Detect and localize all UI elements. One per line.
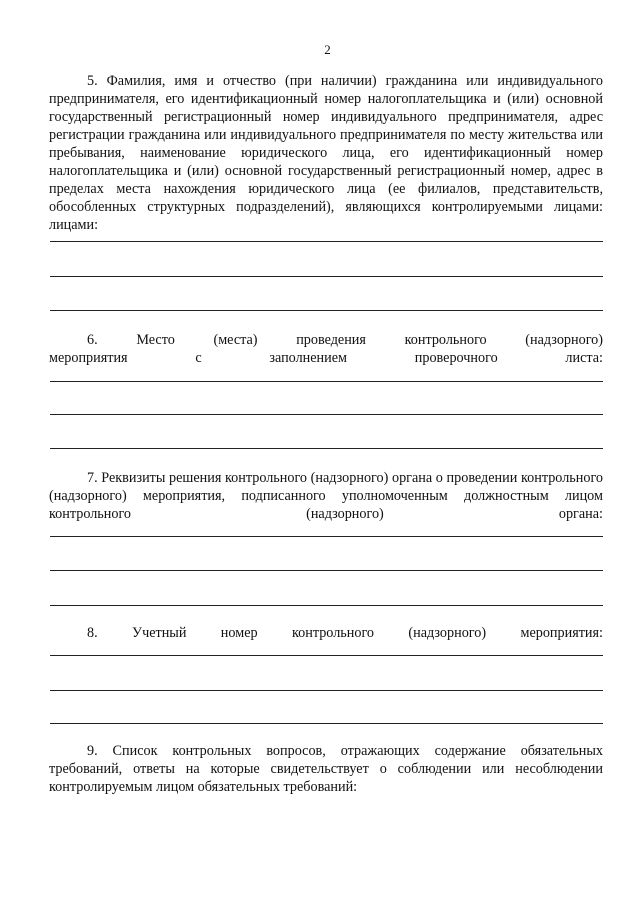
fill-line <box>50 690 603 691</box>
fill-line <box>50 536 603 537</box>
section-9-text: 9. Список контрольных вопросов, отражающих содержание обязательных требований, ответы на которые свидетельствует о соблюдении или несоблюдении контролируемым лицом обязательных требований: <box>49 743 603 795</box>
fill-line <box>50 381 603 382</box>
fill-line <box>50 655 603 656</box>
section-5-text: 5. Фамилия, имя и отчество (при наличии) гражданина или индивидуального предпринимателя, его идентификационный номер налогоплательщика и (или) основной государственный регистрационный номер индивидуального предпринимателя, адрес регистрации гражданина или индивидуального предпринимателя по месту жительства или пребывания, наименование юридического лица, его идентификационный номер налогоплательщика и (или) основной государственный регистрационный номер, адрес в пределах места нахождения юридического лица (ее филиалов, представительств, обособленных структурных подразделений), являющихся контролируемыми лицами: лицами: <box>49 73 603 233</box>
page-number: 2 <box>324 42 331 57</box>
section-8-text: 8. Учетный номер контрольного (надзорного) мероприятия: <box>87 625 603 641</box>
fill-line <box>50 276 603 277</box>
fill-line <box>50 723 603 724</box>
fill-line <box>50 310 603 311</box>
section-7-text: 7. Реквизиты решения контрольного (надзорного) органа о проведении контрольного (надзорного) мероприятия, подписанного уполномоченным должностным лицом контрольного (надзорного) органа: <box>49 470 603 522</box>
fill-line <box>50 605 603 606</box>
fill-line <box>50 448 603 449</box>
fill-line <box>50 570 603 571</box>
section-6-text: 6. Место (места) проведения контрольного (надзорного) мероприятия с заполнением проверочного листа: <box>49 332 603 366</box>
fill-line <box>50 241 603 242</box>
fill-line <box>50 414 603 415</box>
